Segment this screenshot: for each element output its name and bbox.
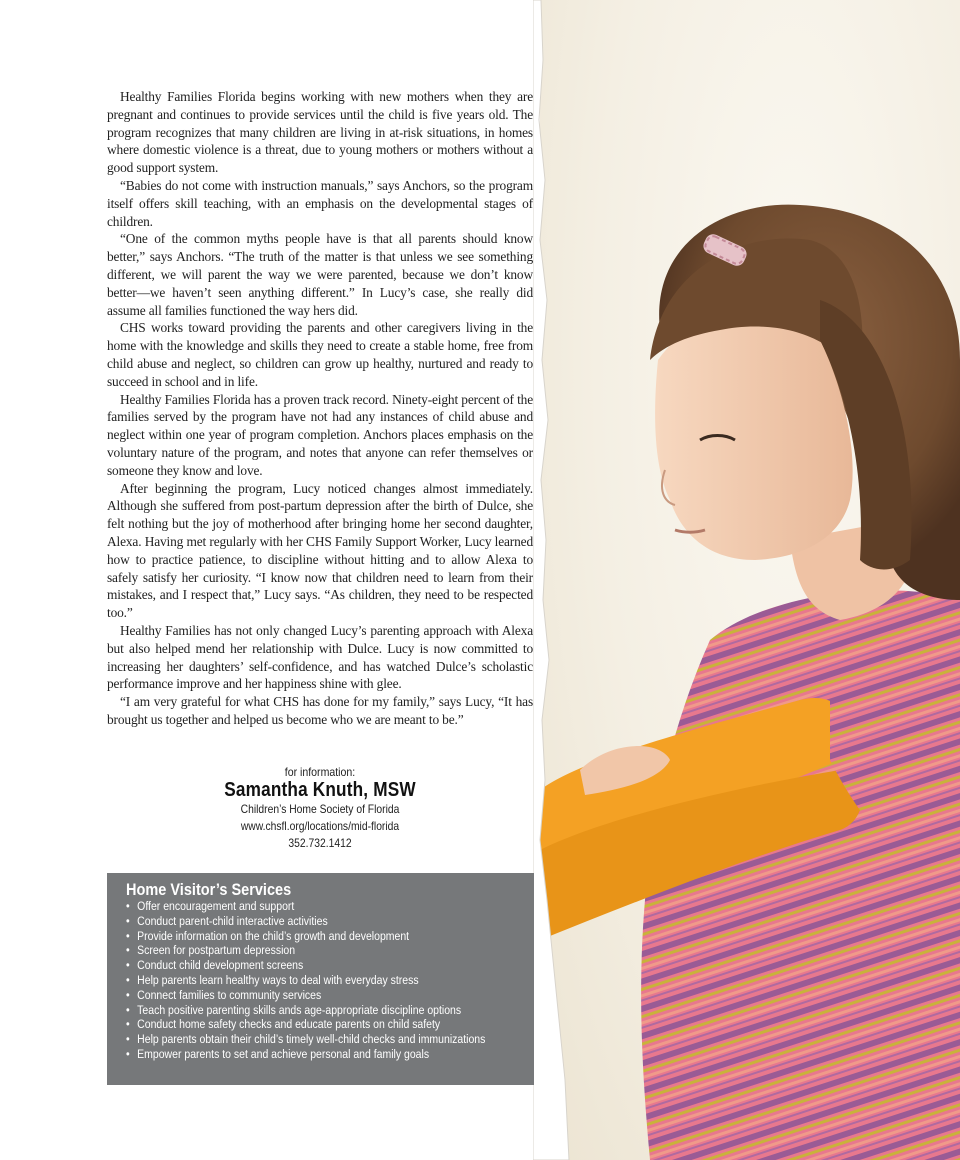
article-body [107, 88, 533, 729]
bullet-icon: • [126, 1032, 130, 1047]
article-paragraph: Healthy Families Florida begins working with new mothers when they are pregnant and continues to provide services until the child is five years old. The program recognizes that many children are living in at-risk situations, in homes where domestic violence is a threat, due to young mothers or mothers without a good support system. [107, 89, 533, 176]
article-paragraph: After beginning the program, Lucy noticed changes almost immediately. Although she suffered from post-partum depression after the birth of Dulce, she felt nothing but the joy of motherhood after bringing home her second daughter, Alexa. Having met regularly with her CHS Family Support Worker, Lucy learned how to practice patience, to discipline without hitting and to allow Alexa to safely satisfy her curiosity. “I know now that children need to learn from their mistakes, and I respect that,” Lucy says. “As children, they need to be respected too.” [107, 480, 533, 621]
bullet-icon: • [126, 1017, 130, 1032]
contact-name: Samantha Knuth, MSW [224, 779, 416, 801]
photo-panel [540, 0, 960, 1160]
contact-phone: 352.732.1412 [288, 836, 352, 850]
article-paragraph: “One of the common myths people have is that all parents should know better,” says Anchors. “The truth of the matter is that unless we see something different, we will parent the way we were parented, because we don’t know better—we haven’t seen anything different.” In Lucy’s case, she really did assume all families functioned the way hers did. [107, 231, 533, 318]
list-item: • Empower parents to set and achieve personal and family goals [126, 1046, 430, 1061]
bullet-icon: • [126, 987, 130, 1002]
torn-paper-edge [533, 0, 573, 1160]
bullet-icon: • [126, 972, 130, 987]
bullet-icon: • [126, 899, 130, 913]
list-item: • Conduct parent-child interactive activities [126, 913, 328, 928]
list-item: • Help parents learn healthy ways to deal with everyday stress [126, 972, 419, 987]
services-box [107, 873, 534, 1085]
list-item: • Help parents obtain their child’s timely well-child checks and immunizations [126, 1032, 486, 1047]
bullet-icon: • [126, 913, 130, 928]
list-item: • Connect families to community services [126, 987, 322, 1002]
contact-organization: Children’s Home Society of Florida [240, 802, 400, 816]
article-paragraph: Healthy Families has not only changed Lucy’s parenting approach with Alexa but also helped mend her relationship with Dulce. Lucy is now committed to increasing her daughters’ self-confidence, and has watched Dulce’s scholastic performance improve and her happiness shine with glee. [107, 622, 533, 692]
article-paragraph: “Babies do not come with instruction manuals,” says Anchors, so the program itself offers skill teaching, with an emphasis on the developmental stages of children. [107, 177, 533, 229]
bullet-icon: • [126, 943, 130, 958]
list-item: • Provide information on the child’s growth and development [126, 928, 410, 943]
contact-block [107, 765, 533, 852]
contact-url[interactable]: www.chsfl.org/locations/mid-florida [240, 819, 400, 833]
list-item: • Offer encouragement and support [126, 899, 295, 913]
list-item: • Conduct child development screens [126, 958, 304, 973]
list-item: • Teach positive parenting skills ands age-appropriate discipline options [126, 1002, 462, 1017]
bullet-icon: • [126, 1046, 130, 1061]
for-info-label: for information: [284, 765, 356, 779]
bullet-icon: • [126, 928, 130, 943]
list-item: • Conduct home safety checks and educate parents on child safety [126, 1017, 441, 1032]
article-paragraph: Healthy Families Florida has a proven track record. Ninety-eight percent of the families served by the program have not had any instances of child abuse and neglect within one year of program completion. Anchors places emphasis on the voluntary nature of the program, and notes that anyone can refer themselves or someone they know and love. [107, 391, 533, 478]
bullet-icon: • [126, 1002, 130, 1017]
article-paragraph: CHS works toward providing the parents and other caregivers living in the home with the knowledge and skills they need to create a stable home, free from child abuse and neglect, so children can grow up healthy, nurtured and ready to succeed in school and in life. [107, 320, 533, 389]
bullet-icon: • [126, 958, 130, 973]
services-list [126, 899, 534, 1062]
article-paragraph: “I am very grateful for what CHS has done for my family,” says Lucy, “It has brought us together and helped us become who we are meant to be.” [107, 694, 533, 727]
child-photo [540, 0, 960, 1160]
list-item: • Screen for postpartum depression [126, 943, 296, 958]
services-title: Home Visitor’s Services [126, 881, 292, 899]
